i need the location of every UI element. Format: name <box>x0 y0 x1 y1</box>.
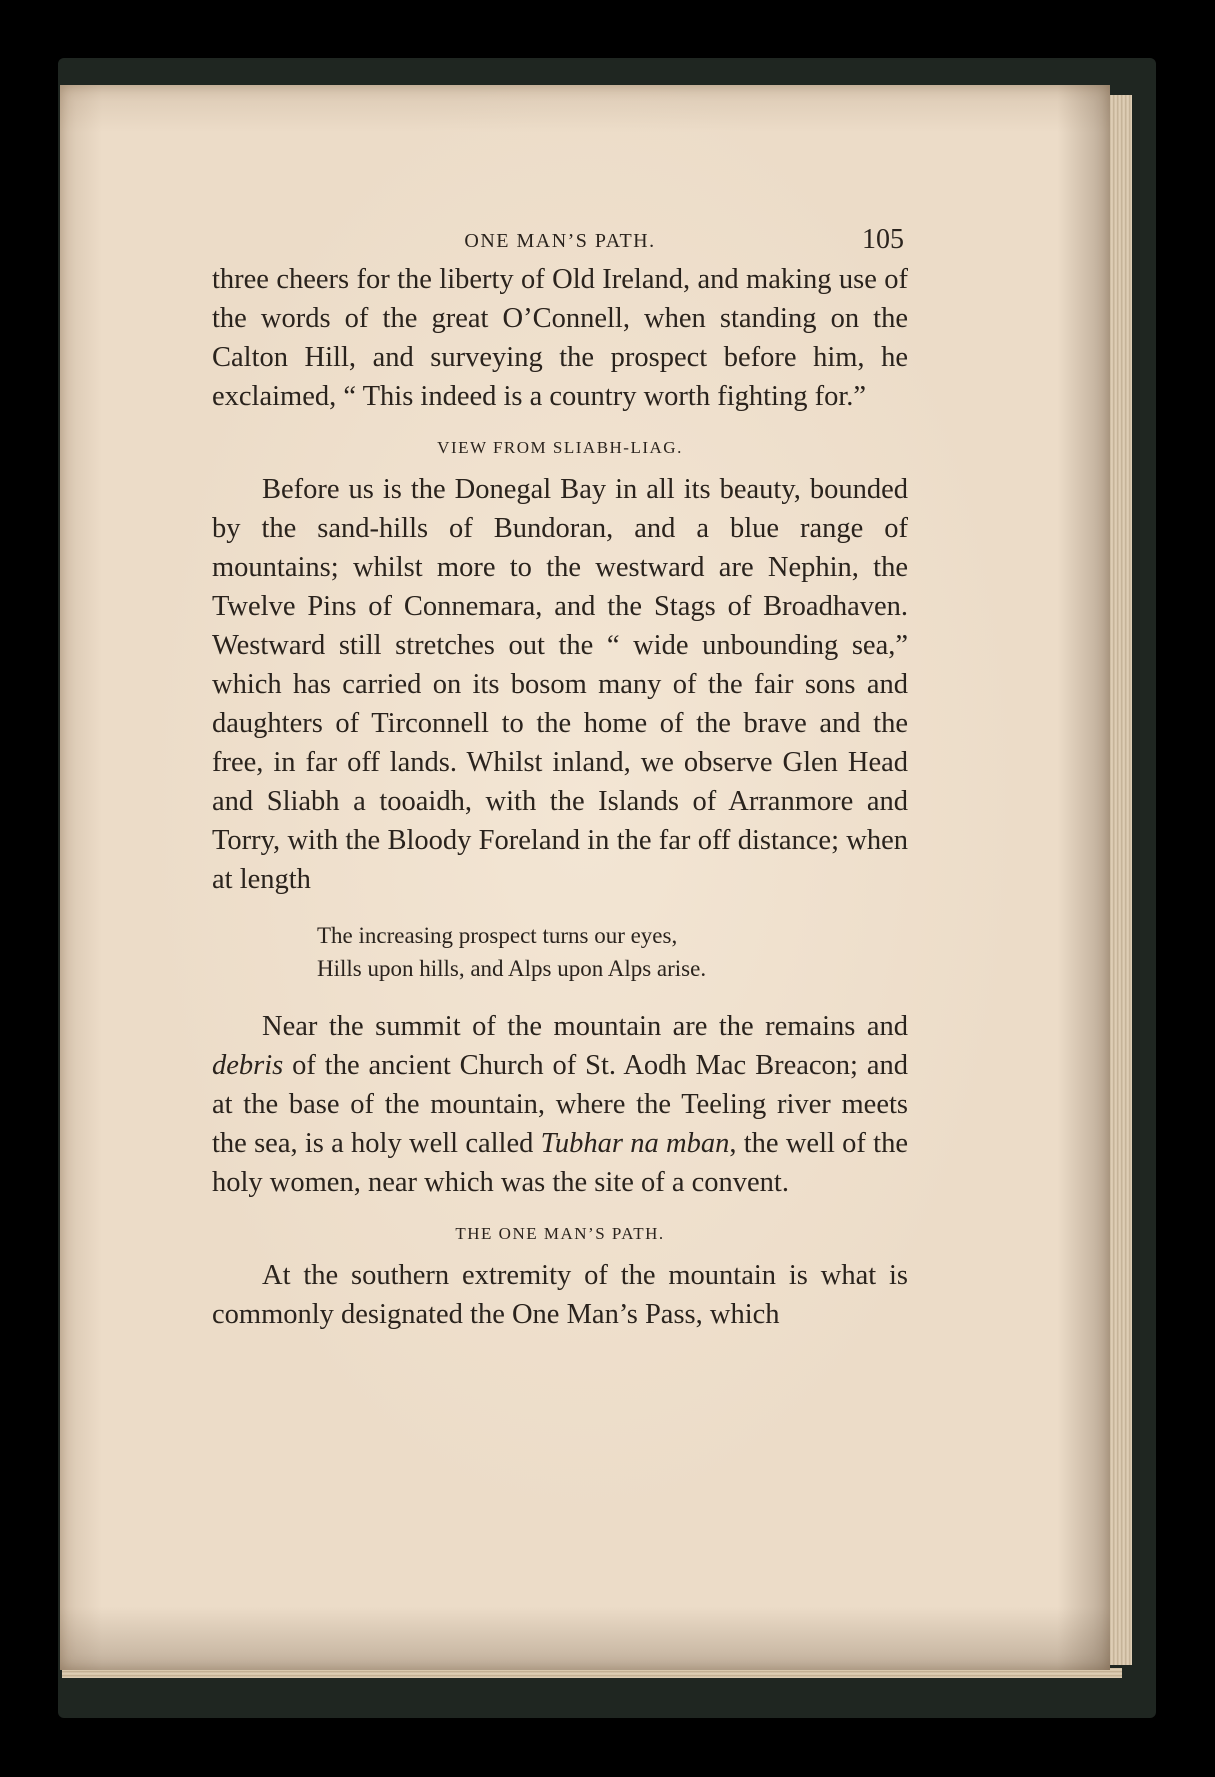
paragraph-view: Before us is the Donegal Bay in all its beauty, bounded by the sand-hills of Bundoran, and a blue range of mountains; whilst more to the westward are Nephin, the Twelve Pins of Connemara, and the Stags of Broadhaven. Westward still stretches out the “ wide unbounding sea,” which has carried on its bosom many of the fair sons and daughters of Tirconnell to the home of the brave and the free, in far off lands. Whilst inland, we observe Glen Head and Sliabh a tooaidh, with the Islands of Arranmore and Torry, with the Bloody Foreland in the far off distance; when at length <box>212 474 908 895</box>
page-text <box>212 220 908 1334</box>
page-number: 105 <box>862 224 904 255</box>
page-edges-right <box>1110 95 1132 1665</box>
verse-line: Hills upon hills, and Alps upon Alps arise. <box>317 956 707 981</box>
section-heading-path: THE ONE MAN’S PATH. <box>455 1224 665 1243</box>
italic-term: debris <box>212 1050 284 1081</box>
paragraph-path: At the southern extremity of the mountain is what is commonly designated the One Man’s Pass, which <box>212 1260 908 1330</box>
text-run: , the well of the holy women, near which was the site of a convent. <box>212 1128 908 1198</box>
italic-term: Tubhar na mban <box>540 1128 730 1159</box>
page-header <box>212 220 908 260</box>
text-run: of the ancient Church of St. Aodh Mac Breacon; and at the base of the mountain, where the Teeling river meets the sea, is a holy well called <box>212 1050 908 1159</box>
text-run: Near the summit of the mountain are the remains and <box>262 1011 908 1042</box>
paragraph-summit <box>212 1007 908 1202</box>
running-head: ONE MAN’S PATH. <box>464 230 656 252</box>
paragraph-continued: three cheers for the liberty of Old Ireland, and making use of the words of the great O’Connell, when standing on the Calton Hill, and surveying the prospect before him, he exclaimed, “ This indeed is a country worth fighting for.” <box>212 264 908 412</box>
verse-line: The increasing prospect turns our eyes, <box>317 923 678 948</box>
section-heading-view: VIEW FROM SLIABH-LIAG. <box>437 438 683 457</box>
verse-quote <box>317 919 908 985</box>
